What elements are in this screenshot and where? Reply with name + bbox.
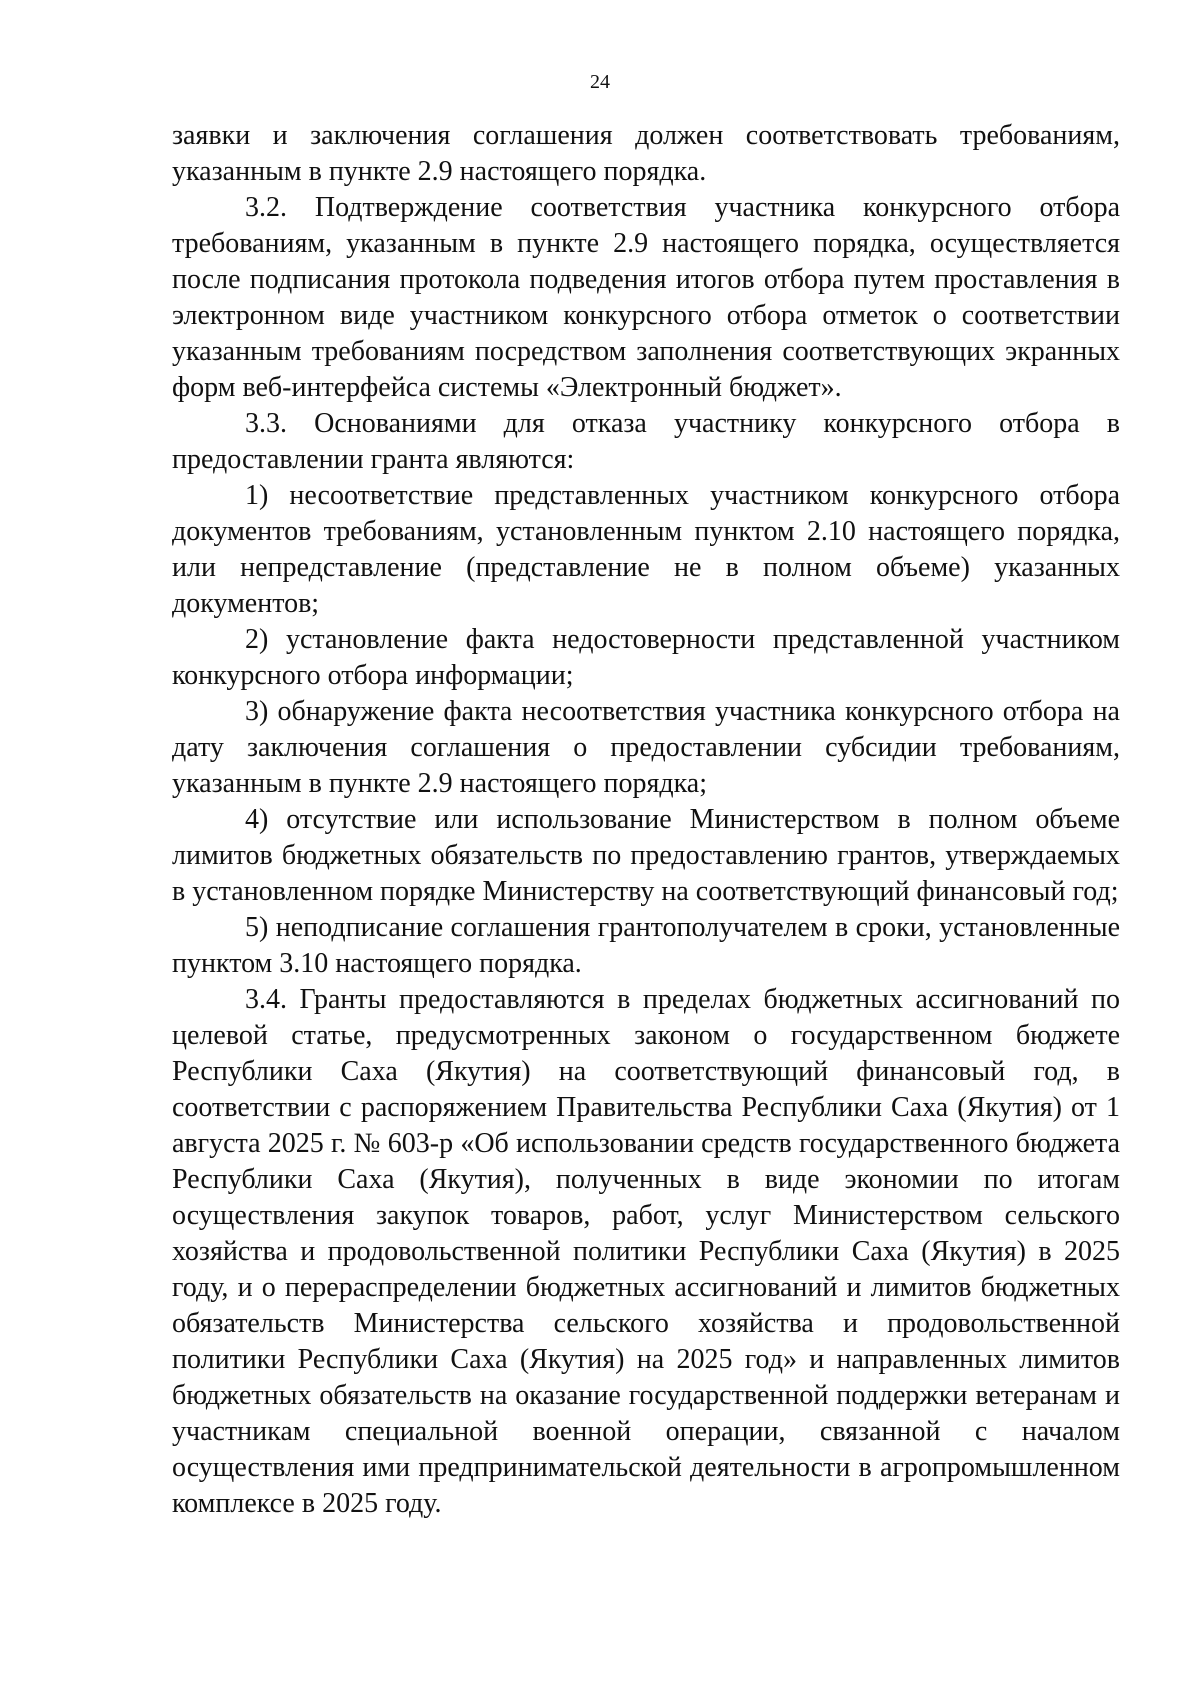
- list-item-2: 2) установление факта недостоверности представленной участником конкурсного отбора информации;: [172, 624, 1120, 691]
- list-item-1: 1) несоответствие представленных участником конкурсного отбора документов требованиям, установленным пунктом 2.10 настоящего порядка, или непредставление (представление не в полном объеме) указанных документов;: [172, 480, 1120, 619]
- paragraph-3-2: 3.2. Подтверждение соответствия участника конкурсного отбора требованиям, указанным в пункте 2.9 настоящего порядка, осуществляется после подписания протокола подведения итогов отбора путем проставления в электронном виде участником конкурсного отбора отметок о соответствии указанным требованиям посредством заполнения соответствующих экранных форм веб-интерфейса системы «Электронный бюджет».: [172, 192, 1120, 403]
- list-item-5: 5) неподписание соглашения грантополучателем в сроки, установленные пунктом 3.10 настоящего порядка.: [172, 912, 1120, 979]
- page-number: 24: [590, 71, 610, 93]
- paragraph-3-4: 3.4. Гранты предоставляются в пределах бюджетных ассигнований по целевой статье, предусмотренных законом о государственном бюджете Республики Саха (Якутия) на соответствующий финансовый год, в соответствии с распоряжением Правительства Республики Саха (Якутия) от 1 августа 2025 г. № 603-р «Об использовании средств государственного бюджета Республики Саха (Якутия), полученных в виде экономии по итогам осуществления закупок товаров, работ, услуг Министерством сельского хозяйства и продовольственной политики Республики Саха (Якутия) в 2025 году, и о перераспределении бюджетных ассигнований и лимитов бюджетных обязательств Министерства сельского хозяйства и продовольственной политики Республики Саха (Якутия) на 2025 год» и направленных лимитов бюджетных обязательств на оказание государственной поддержки ветеранам и участникам специальной военной операции, связанной с началом осуществления ими предпринимательской деятельности в агропромышленном комплексе в 2025 году.: [172, 984, 1120, 1519]
- paragraph-3-3: 3.3. Основаниями для отказа участнику конкурсного отбора в предоставлении гранта являются:: [172, 408, 1120, 475]
- document-body: [172, 118, 1120, 1522]
- list-item-4: 4) отсутствие или использование Министерством в полном объеме лимитов бюджетных обязательств по предоставлению грантов, утверждаемых в установленном порядке Министерству на соответствующий финансовый год;: [172, 804, 1120, 907]
- list-item-3: 3) обнаружение факта несоответствия участника конкурсного отбора на дату заключения соглашения о предоставлении субсидии требованиям, указанным в пункте 2.9 настоящего порядка;: [172, 696, 1120, 799]
- paragraph-continuation: заявки и заключения соглашения должен соответствовать требованиям, указанным в пункте 2.9 настоящего порядка.: [172, 120, 1120, 187]
